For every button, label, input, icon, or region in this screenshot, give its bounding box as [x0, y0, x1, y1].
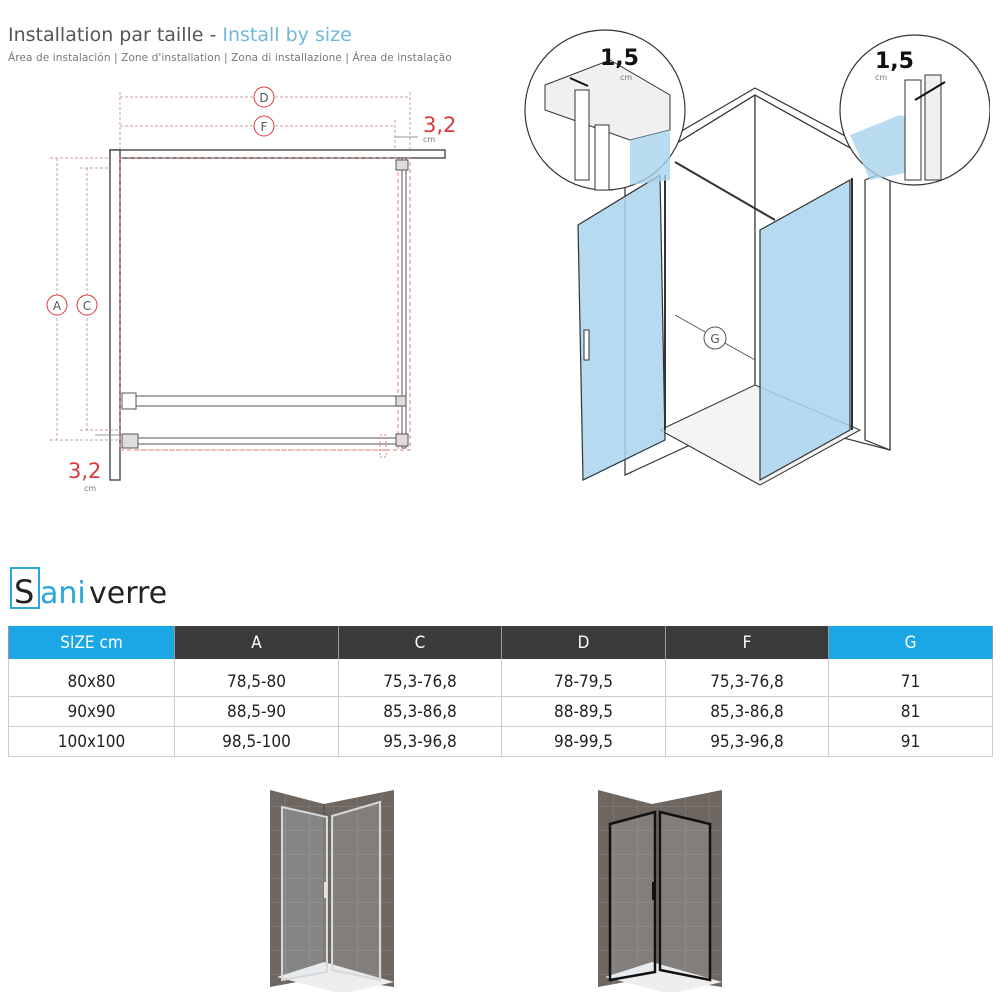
gap-bottom-value: 3,2 [68, 459, 102, 483]
cell-f: 85,3-86,8 [666, 697, 829, 727]
gap-top-unit: cm [423, 135, 436, 144]
table-row [9, 659, 993, 697]
cell-c: 95,3-96,8 [339, 727, 502, 757]
cell-size: 80x80 [9, 659, 175, 697]
page-title [8, 24, 352, 46]
product-photo-black [590, 782, 730, 992]
cell-a: 98,5-100 [175, 727, 339, 757]
brand-ani: ani [40, 576, 86, 611]
fixed-glass-panel [760, 180, 850, 480]
cell-f: 95,3-96,8 [666, 727, 829, 757]
table-row [9, 697, 993, 727]
cell-g: 81 [829, 697, 993, 727]
brand-verre: verre [89, 576, 168, 611]
cell-f: 75,3-76,8 [666, 659, 829, 697]
table-row [9, 727, 993, 757]
title-fr: Installation par taille - [8, 24, 223, 46]
detail-right-unit: cm [875, 73, 888, 82]
header-g: G [829, 626, 993, 659]
gap-bottom-unit: cm [84, 484, 97, 493]
page-subtitle: Área de instalación | Zone d'installation | Zona di installazione | Área de instalação [8, 52, 452, 64]
product-photo-chrome [262, 782, 402, 992]
title-en: Install by size [222, 24, 352, 46]
brand-s: S [14, 573, 35, 611]
cell-size: 100x100 [9, 727, 175, 757]
header-c: C [339, 626, 502, 659]
detail-left-value: 1,5 [600, 46, 639, 71]
cell-d: 98-99,5 [502, 727, 666, 757]
label-f: F [260, 120, 268, 134]
door-glass-panel [578, 175, 665, 480]
label-a: A [52, 299, 62, 313]
label-d: D [259, 91, 269, 105]
label-c: C [82, 299, 92, 313]
header-f: F [666, 626, 829, 659]
header-d: D [502, 626, 666, 659]
gap-top-value: 3,2 [423, 113, 457, 137]
glass-panels [122, 158, 408, 457]
dimension-f [120, 116, 395, 155]
cell-d: 78-79,5 [502, 659, 666, 697]
cell-c: 75,3-76,8 [339, 659, 502, 697]
detail-bubble-right [840, 35, 990, 185]
detail-right-value: 1,5 [875, 49, 914, 74]
table-header-row [9, 626, 993, 659]
door-handle [584, 330, 589, 360]
size-table [8, 626, 993, 757]
detail-bubble-left [525, 30, 685, 190]
label-g: G [710, 332, 720, 346]
cell-g: 71 [829, 659, 993, 697]
cell-a: 78,5-80 [175, 659, 339, 697]
header-size: SIZE cm [9, 626, 175, 659]
cell-g: 91 [829, 727, 993, 757]
detail-left-unit: cm [620, 73, 633, 82]
cell-a: 88,5-90 [175, 697, 339, 727]
isometric-diagram [520, 20, 990, 500]
wall-outline [110, 150, 445, 480]
header-a: A [175, 626, 339, 659]
plan-view-diagram [0, 80, 470, 500]
saniverre-logo [10, 565, 200, 615]
cell-c: 85,3-86,8 [339, 697, 502, 727]
cell-size: 90x90 [9, 697, 175, 727]
cell-d: 88-89,5 [502, 697, 666, 727]
